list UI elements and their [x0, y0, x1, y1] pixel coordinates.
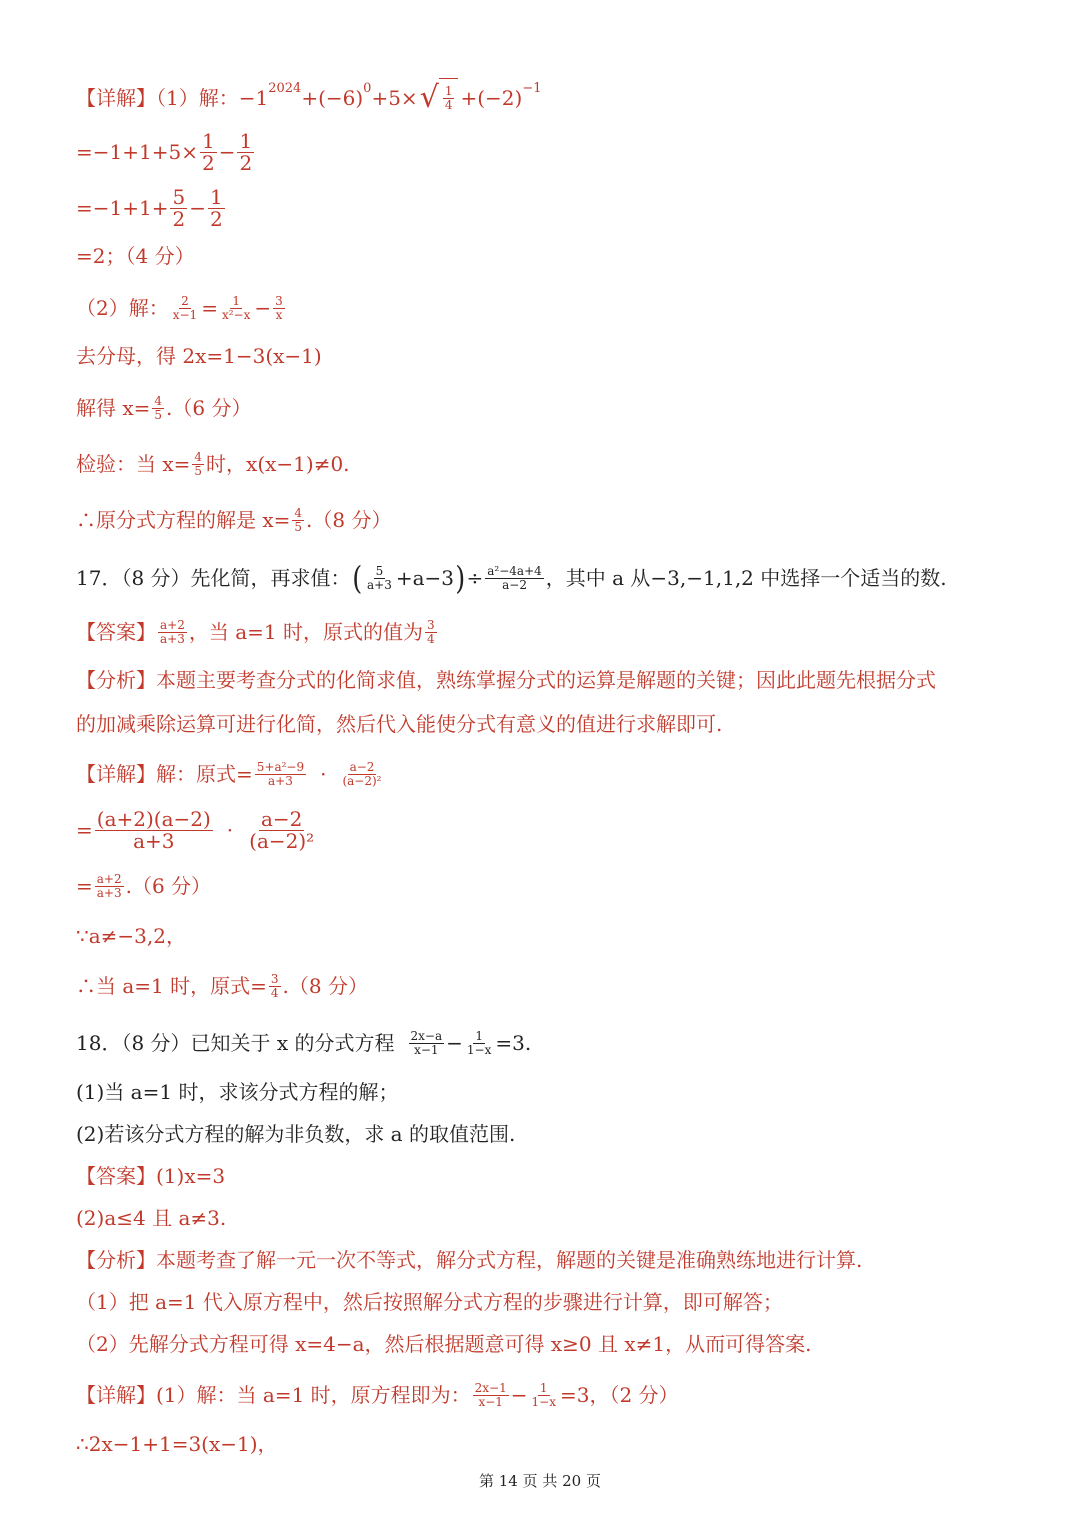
text: ∴2x−1+1=3(x−1)，: [76, 1432, 278, 1456]
fraction: $\frac{1}{1-x}$: [466, 1028, 492, 1057]
detail-17-line-2: [76, 802, 318, 858]
fraction: 5 a+3: [367, 563, 392, 592]
text: .（8 分）: [306, 508, 392, 532]
exponent: −1: [522, 81, 542, 96]
text: 【详解】解：原式=: [76, 762, 253, 786]
text: =2；（4 分）: [76, 244, 195, 268]
fraction: $\frac{4}{5}$: [154, 393, 163, 422]
fraction: $\frac{\text{5+a²−9}}{a+3}$: [256, 759, 305, 788]
text: 的加减乘除运算可进行化简，然后代入能使分式有意义的值进行求解即可.: [76, 712, 723, 736]
text: ÷: [466, 566, 484, 590]
text: =: [76, 874, 93, 898]
fraction: $\frac{1}{2}$: [239, 128, 253, 175]
text: 检验：当 x=: [76, 452, 191, 476]
text: =: [76, 818, 93, 842]
text: ，其中 a 从−3,−1,1,2 中选择一个适当的数.: [545, 566, 947, 590]
text: 【分析】本题考查了解一元一次不等式，解分式方程，解题的关键是准确熟练地进行计算.: [76, 1248, 863, 1272]
question-18-part-2: [76, 1122, 515, 1146]
text: −: [218, 140, 236, 164]
analysis-18-line-3: [76, 1332, 811, 1356]
answer-18-line-1: [76, 1164, 225, 1188]
detail-17-line-3: [76, 866, 211, 906]
detail-18-line-1: [76, 1374, 679, 1416]
analysis-17-line-1: [76, 668, 936, 692]
text: (2)a≤4 且 a≠3.: [76, 1206, 227, 1230]
text: =3.: [495, 1031, 532, 1055]
text: （1）把 a=1 代入原方程中，然后按照解分式方程的步骤进行计算，即可解答；: [76, 1290, 783, 1314]
sqrt: [420, 78, 459, 118]
text: 【答案】(1)x=3: [76, 1164, 226, 1188]
question-18-part-1: [76, 1080, 398, 1104]
detail-line-3: [76, 184, 227, 232]
text: ·: [226, 818, 234, 842]
fraction: $\frac{4}{5}$: [194, 449, 203, 478]
text: 解得 x=: [76, 396, 151, 420]
detail-17-line-1: [76, 752, 386, 796]
text: −: [510, 1383, 528, 1407]
detail-line-6: [76, 344, 322, 368]
fraction: 1 4: [444, 84, 453, 112]
fraction: a−2 (a−2)²: [342, 759, 382, 788]
text: 【分析】本题主要考查分式的化简求值，熟练掌握分式的运算是解题的关键；因此此题先根据分式: [76, 668, 936, 692]
text: ∴当 a=1 时，原式=: [76, 974, 267, 998]
answer-18-line-2: [76, 1206, 226, 1230]
detail-line-9: [76, 500, 392, 540]
text: ∴原分式方程的解是 x=: [76, 508, 291, 532]
detail-line-7: [76, 388, 252, 428]
exponent: 0: [363, 81, 372, 96]
text: +(−2): [460, 86, 523, 110]
text: .（8 分）: [282, 974, 368, 998]
text: .（6 分）: [166, 396, 252, 420]
radical-sign: √: [419, 80, 439, 115]
text: 【详解】（1）解：−1: [76, 86, 269, 110]
detail-line-8: [76, 444, 350, 484]
detail-line-2: [76, 128, 256, 176]
fraction: $\frac{1}{2}$: [209, 184, 223, 231]
text: (1)当 a=1 时，求该分式方程的解；: [76, 1080, 399, 1104]
answer-17: [76, 612, 439, 652]
text: +(−6): [301, 86, 364, 110]
text: +a−3: [395, 566, 455, 590]
text: 【答案】: [76, 620, 156, 644]
exponent: 2024: [268, 81, 302, 96]
question-18: [76, 1022, 531, 1064]
fraction: $\frac{3}{4}$: [270, 971, 279, 1000]
detail-line-1: [76, 78, 542, 118]
text: 18．（8 分）已知关于 x 的分式方程: [76, 1031, 395, 1055]
text: −: [446, 1031, 463, 1055]
page-footer: 第 14 页 共 20 页: [478, 1472, 601, 1490]
text: 时，x(x−1)≠0.: [206, 452, 350, 476]
fraction: 2x−1 x−1: [474, 1380, 507, 1409]
question-17: [76, 556, 947, 600]
fraction: $\frac{1}{1-x}$: [531, 1380, 556, 1409]
left-paren: (: [351, 559, 362, 597]
analysis-18-line-1: [76, 1248, 862, 1272]
fraction: 2x−a x−1: [410, 1028, 443, 1057]
right-paren: ): [455, 559, 466, 597]
text: （2）解：: [76, 296, 169, 320]
text: (2)若该分式方程的解为非负数，求 a 的取值范围.: [76, 1122, 516, 1146]
text: 去分母，得 2x=1−3(x−1): [76, 344, 322, 368]
text: =−1+1+5×: [76, 140, 198, 164]
detail-17-line-5: [76, 966, 368, 1006]
text: =3，（2 分）: [559, 1383, 679, 1407]
text: ·: [320, 762, 327, 786]
fraction: $\frac{4}{5}$: [294, 505, 303, 534]
text: −: [254, 296, 272, 320]
text: （2）先解分式方程可得 x=4−a，然后根据题意可得 x≥0 且 x≠1，从而可得答案.: [76, 1332, 812, 1356]
text: 17．（8 分）先化简，再求值：: [76, 566, 351, 590]
analysis-17-line-2: [76, 712, 722, 736]
text: ∵a≠−3,2，: [76, 924, 186, 948]
fraction: $\frac{(a+2)(a-2)}{a+3}$: [96, 806, 211, 853]
detail-17-line-4: [76, 924, 186, 948]
text: 【详解】(1）解：当 a=1 时，原方程即为：: [76, 1383, 471, 1407]
text: =−1+1+: [76, 196, 169, 220]
text: .（6 分）: [125, 874, 212, 898]
text: +5×: [371, 86, 418, 110]
text: −: [189, 196, 206, 220]
fraction: $\frac{1}{\text{x²−x}}$: [221, 293, 251, 322]
fraction: $\frac{a+2}{a+3}$: [96, 871, 122, 900]
analysis-18-line-2: [76, 1290, 783, 1314]
detail-18-line-2: [76, 1432, 278, 1456]
text: ，当 a=1 时，原式的值为: [188, 620, 423, 644]
detail-line-4: [76, 244, 195, 268]
text: =: [201, 296, 218, 320]
fraction: $\frac{\text{a²−4a+4}}{a-2}$: [487, 563, 542, 592]
fraction: a+2 a+3: [160, 617, 185, 646]
fraction: $\frac{3}{x}$: [275, 293, 283, 322]
detail-line-5: [76, 288, 287, 328]
fraction: $\frac{2}{x-1}$: [172, 293, 198, 322]
fraction: $\frac{1}{2}$: [201, 128, 215, 175]
fraction: $\frac{5}{2}$: [172, 184, 186, 231]
fraction: a−2 (a−2)²: [249, 806, 315, 853]
fraction: 3 4: [426, 617, 435, 646]
